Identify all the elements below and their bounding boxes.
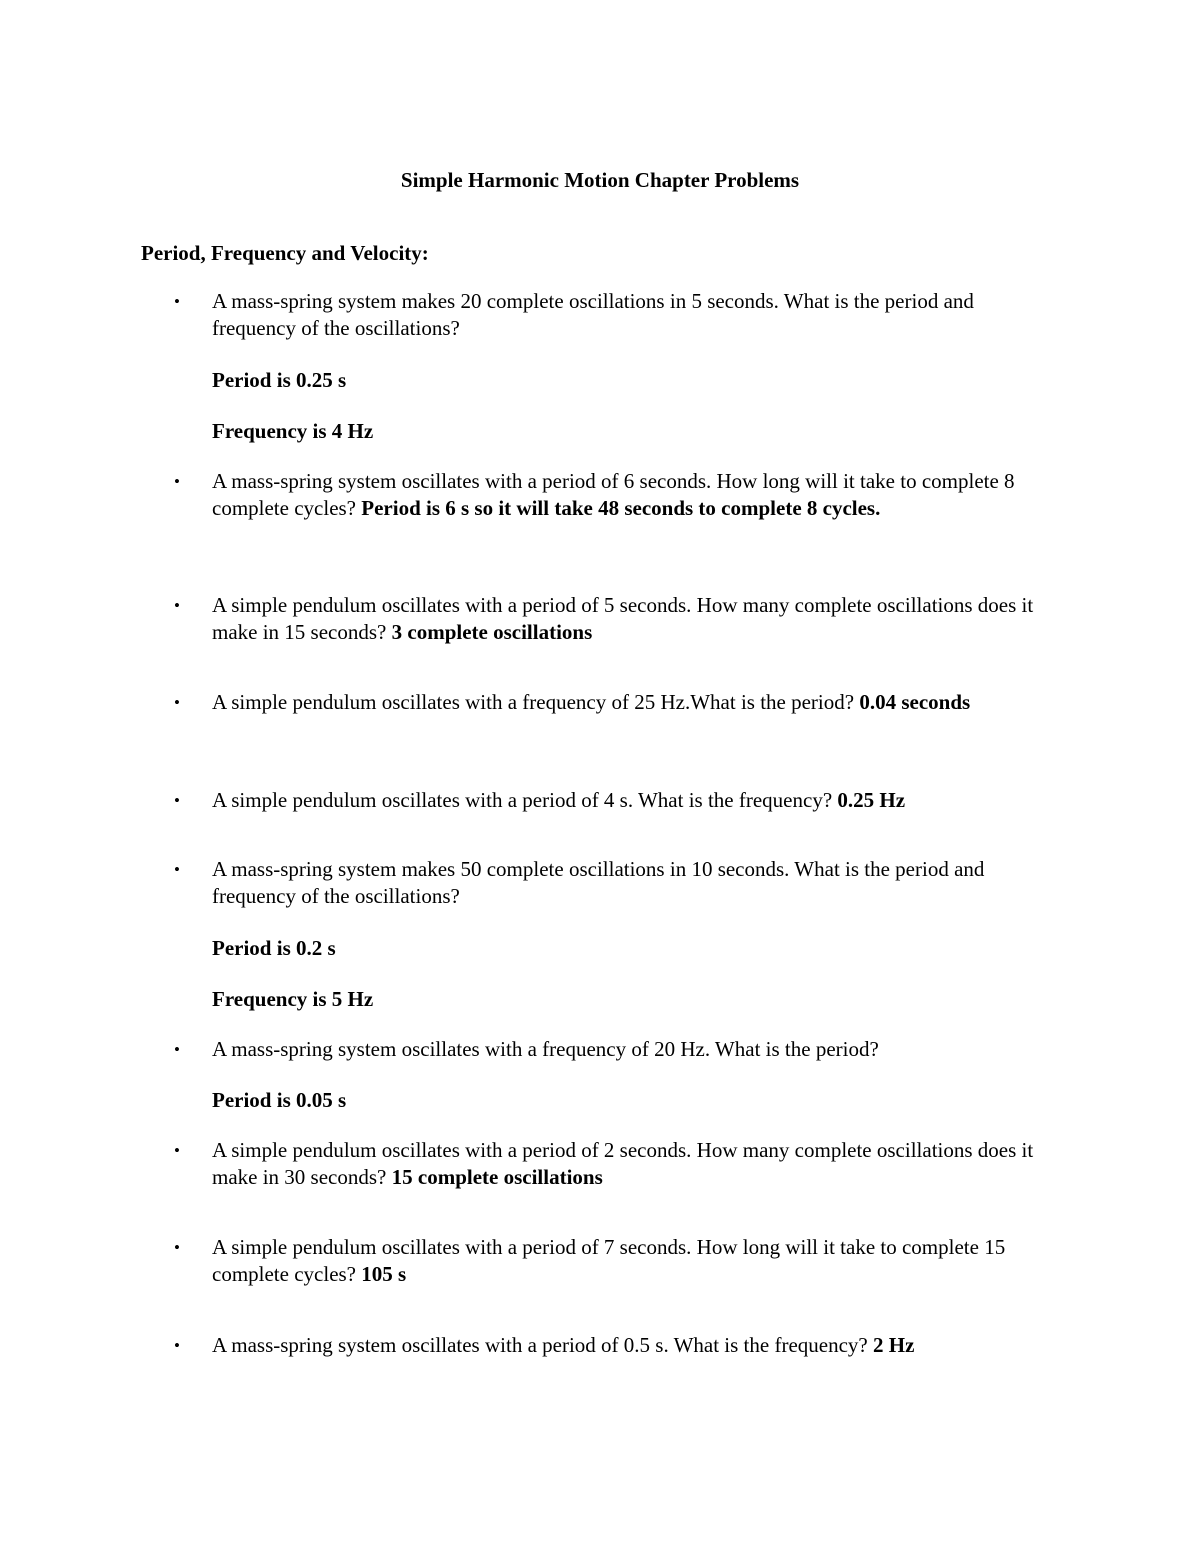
problem-text [212,1332,1047,1359]
bullet-marker: • [174,1336,180,1355]
problem-answer: 2 Hz [872,1333,915,1357]
problem-text [212,1234,1047,1288]
section-heading: Period, Frequency and Velocity: [141,241,429,265]
problem-question: A mass-spring system oscillates with a frequency of 20 Hz. What is the period? [212,1037,879,1061]
problem-text [212,1137,1047,1191]
problem-answer: Frequency is 4 Hz [212,419,374,443]
bullet-marker: • [174,1238,180,1257]
bullet-marker: • [174,596,180,615]
document-title: Simple Harmonic Motion Chapter Problems [400,168,800,192]
problem-answer: 15 complete oscillations [391,1165,603,1189]
problem-answer: Period is 0.25 s [212,368,347,392]
problem-answer: Period is 0.05 s [212,1088,347,1112]
problem-question: A simple pendulum oscillates with a frequency of 25 Hz.What is the period? [212,690,860,714]
problem-question: A mass-spring system makes 50 complete oscillations in 10 seconds. What is the period and frequency of the oscillations? [212,857,985,908]
problem-question: A simple pendulum oscillates with a period of 7 seconds. How long will it take to complete 15 complete cycles? [212,1235,1006,1286]
bullet-marker: • [174,860,180,879]
problem-text [212,468,1047,522]
problem-answer: Period is 0.2 s [212,936,336,960]
bullet-marker: • [174,292,180,311]
problem-question: A simple pendulum oscillates with a period of 5 seconds. How many complete oscillations does it make in 15 seconds? [212,593,1034,644]
problem-question: A mass-spring system oscillates with a period of 0.5 s. What is the frequency? [212,1333,873,1357]
problem-answer: 0.04 seconds [859,690,971,714]
problem-text [212,787,1047,814]
bullet-marker: • [174,1141,180,1160]
bullet-marker: • [174,693,180,712]
problem-question: A simple pendulum oscillates with a period of 4 s. What is the frequency? [212,788,838,812]
problem-answer: 3 complete oscillations [391,620,593,644]
problem-answer: 0.25 Hz [837,788,906,812]
problem-text [212,592,1047,646]
problem-answer: Period is 6 s so it will take 48 seconds to complete 8 cycles. [361,496,881,520]
bullet-marker: • [174,472,180,491]
problem-question: A mass-spring system makes 20 complete oscillations in 5 seconds. What is the period and frequency of the oscillations? [212,289,974,340]
problem-question: A simple pendulum oscillates with a period of 2 seconds. How many complete oscillations does it make in 30 seconds? [212,1138,1034,1189]
problem-text [212,689,1047,716]
bullet-marker: • [174,791,180,810]
bullet-marker: • [174,1040,180,1059]
problem-answer: 105 s [361,1262,407,1286]
problem-question: A mass-spring system oscillates with a period of 6 seconds. How long will it take to complete 8 complete cycles? [212,469,1015,520]
problem-answer: Frequency is 5 Hz [212,987,374,1011]
